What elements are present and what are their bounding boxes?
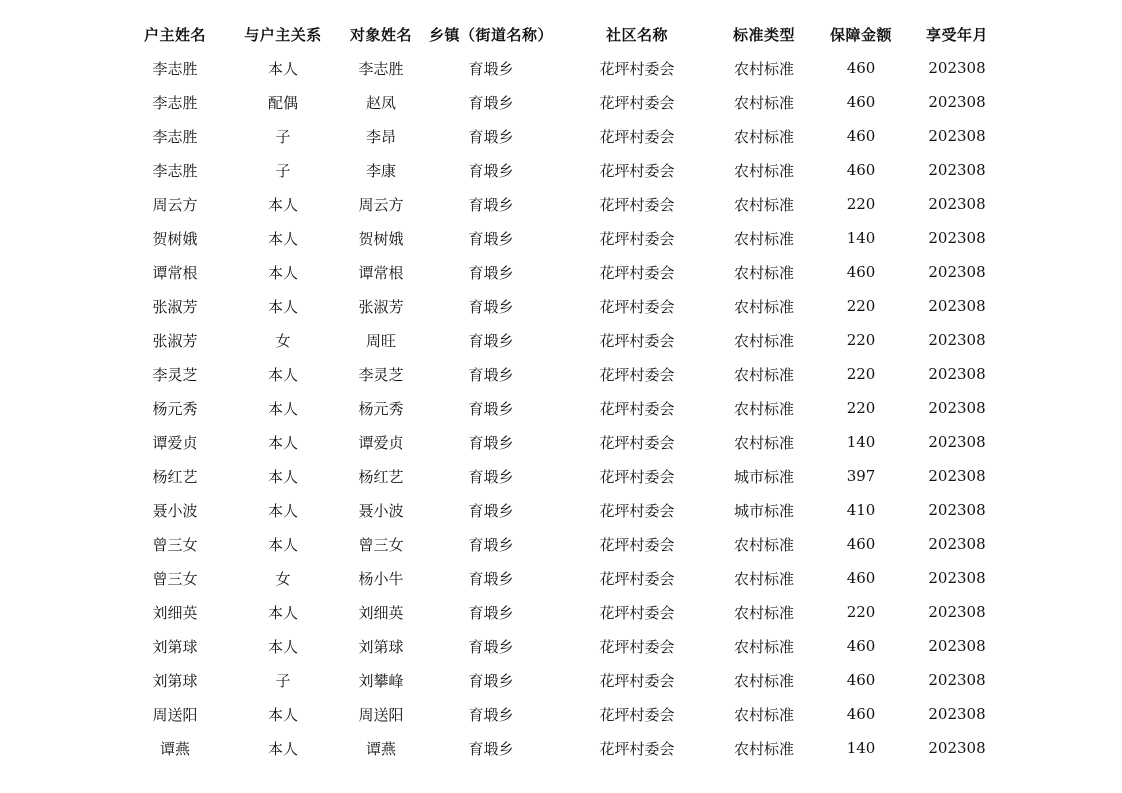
standard-type-cell: 农村标准 bbox=[734, 637, 795, 656]
relation-cell: 本人 bbox=[267, 637, 298, 656]
township-cell: 育塅乡 bbox=[468, 535, 514, 554]
community-cell: 花坪村委会 bbox=[599, 263, 675, 282]
header-standard-type: 标准类型 bbox=[733, 25, 796, 44]
month-cell: 202308 bbox=[928, 127, 986, 145]
standard-type-cell: 农村标准 bbox=[734, 365, 795, 384]
header-householder-name: 户主姓名 bbox=[143, 25, 206, 44]
month-cell: 202308 bbox=[928, 569, 986, 587]
table-row bbox=[117, 51, 999, 85]
amount-cell: 460 bbox=[846, 263, 876, 281]
month-cell: 202308 bbox=[928, 297, 986, 315]
township-cell: 育塅乡 bbox=[468, 569, 514, 588]
amount-cell: 460 bbox=[846, 671, 876, 689]
relation-cell: 子 bbox=[275, 671, 291, 690]
amount-cell: 460 bbox=[846, 59, 876, 77]
month-cell: 202308 bbox=[928, 263, 986, 281]
recipient-name-cell: 李昂 bbox=[365, 127, 396, 146]
community-cell: 花坪村委会 bbox=[599, 671, 675, 690]
recipient-name-cell: 聂小波 bbox=[358, 501, 404, 520]
amount-cell: 460 bbox=[846, 93, 876, 111]
community-cell: 花坪村委会 bbox=[599, 433, 675, 452]
recipient-name-cell: 谭常根 bbox=[358, 263, 404, 282]
amount-cell: 140 bbox=[846, 229, 876, 247]
month-cell: 202308 bbox=[928, 93, 986, 111]
recipient-name-cell: 李志胜 bbox=[358, 59, 404, 78]
recipient-name-cell: 杨红艺 bbox=[358, 467, 404, 486]
relation-cell: 本人 bbox=[267, 501, 298, 520]
householder-name-cell: 谭燕 bbox=[159, 739, 190, 758]
householder-name-cell: 周云方 bbox=[152, 195, 198, 214]
standard-type-cell: 农村标准 bbox=[734, 739, 795, 758]
standard-type-cell: 农村标准 bbox=[734, 331, 795, 350]
standard-type-cell: 农村标准 bbox=[734, 705, 795, 724]
householder-name-cell: 周送阳 bbox=[152, 705, 198, 724]
header-benefit-amount: 保障金额 bbox=[830, 25, 893, 44]
header-recipient-name: 对象姓名 bbox=[349, 25, 412, 44]
month-cell: 202308 bbox=[928, 59, 986, 77]
community-cell: 花坪村委会 bbox=[599, 535, 675, 554]
amount-cell: 460 bbox=[846, 637, 876, 655]
standard-type-cell: 农村标准 bbox=[734, 399, 795, 418]
table-row bbox=[117, 527, 999, 561]
householder-name-cell: 杨红艺 bbox=[152, 467, 198, 486]
householder-name-cell: 李志胜 bbox=[152, 93, 198, 112]
recipient-name-cell: 李灵芝 bbox=[358, 365, 404, 384]
township-cell: 育塅乡 bbox=[468, 739, 514, 758]
recipient-name-cell: 李康 bbox=[365, 161, 396, 180]
relation-cell: 本人 bbox=[267, 263, 298, 282]
householder-name-cell: 曾三女 bbox=[152, 569, 198, 588]
amount-cell: 460 bbox=[846, 535, 876, 553]
header-relation-to-householder: 与户主关系 bbox=[244, 25, 322, 44]
householder-name-cell: 李志胜 bbox=[152, 127, 198, 146]
recipient-name-cell: 刘第球 bbox=[358, 637, 404, 656]
amount-cell: 220 bbox=[846, 195, 876, 213]
relation-cell: 本人 bbox=[267, 399, 298, 418]
amount-cell: 397 bbox=[846, 467, 876, 485]
header-community: 社区名称 bbox=[606, 25, 669, 44]
table-row bbox=[117, 561, 999, 595]
relation-cell: 本人 bbox=[267, 195, 298, 214]
standard-type-cell: 农村标准 bbox=[734, 195, 795, 214]
householder-name-cell: 张淑芳 bbox=[152, 331, 198, 350]
table-row bbox=[117, 595, 999, 629]
relation-cell: 本人 bbox=[267, 59, 298, 78]
table-row bbox=[117, 153, 999, 187]
amount-cell: 460 bbox=[846, 569, 876, 587]
householder-name-cell: 杨元秀 bbox=[152, 399, 198, 418]
recipient-name-cell: 杨小牛 bbox=[358, 569, 404, 588]
relation-cell: 本人 bbox=[267, 739, 298, 758]
standard-type-cell: 城市标准 bbox=[734, 467, 795, 486]
recipient-name-cell: 刘细英 bbox=[358, 603, 404, 622]
standard-type-cell: 农村标准 bbox=[734, 603, 795, 622]
relation-cell: 子 bbox=[275, 127, 291, 146]
recipient-name-cell: 周云方 bbox=[358, 195, 404, 214]
householder-name-cell: 张淑芳 bbox=[152, 297, 198, 316]
amount-cell: 140 bbox=[846, 739, 876, 757]
recipient-name-cell: 曾三女 bbox=[358, 535, 404, 554]
community-cell: 花坪村委会 bbox=[599, 603, 675, 622]
township-cell: 育塅乡 bbox=[468, 297, 514, 316]
community-cell: 花坪村委会 bbox=[599, 195, 675, 214]
relation-cell: 本人 bbox=[267, 705, 298, 724]
recipient-name-cell: 周送阳 bbox=[358, 705, 404, 724]
table-row bbox=[117, 255, 999, 289]
relation-cell: 子 bbox=[275, 161, 291, 180]
amount-cell: 220 bbox=[846, 399, 876, 417]
standard-type-cell: 农村标准 bbox=[734, 297, 795, 316]
recipient-name-cell: 谭燕 bbox=[365, 739, 396, 758]
township-cell: 育塅乡 bbox=[468, 637, 514, 656]
table-row bbox=[117, 731, 999, 765]
recipient-name-cell: 张淑芳 bbox=[358, 297, 404, 316]
relation-cell: 本人 bbox=[267, 433, 298, 452]
month-cell: 202308 bbox=[928, 229, 986, 247]
month-cell: 202308 bbox=[928, 433, 986, 451]
township-cell: 育塅乡 bbox=[468, 501, 514, 520]
community-cell: 花坪村委会 bbox=[599, 297, 675, 316]
table-row bbox=[117, 391, 999, 425]
standard-type-cell: 农村标准 bbox=[734, 229, 795, 248]
table-row bbox=[117, 697, 999, 731]
township-cell: 育塅乡 bbox=[468, 331, 514, 350]
table-row bbox=[117, 357, 999, 391]
table-row bbox=[117, 119, 999, 153]
community-cell: 花坪村委会 bbox=[599, 705, 675, 724]
standard-type-cell: 农村标准 bbox=[734, 161, 795, 180]
township-cell: 育塅乡 bbox=[468, 705, 514, 724]
township-cell: 育塅乡 bbox=[468, 59, 514, 78]
township-cell: 育塅乡 bbox=[468, 229, 514, 248]
table-body bbox=[117, 51, 999, 765]
month-cell: 202308 bbox=[928, 501, 986, 519]
standard-type-cell: 农村标准 bbox=[734, 93, 795, 112]
relation-cell: 本人 bbox=[267, 365, 298, 384]
standard-type-cell: 农村标准 bbox=[734, 535, 795, 554]
recipient-name-cell: 谭爱贞 bbox=[358, 433, 404, 452]
community-cell: 花坪村委会 bbox=[599, 161, 675, 180]
month-cell: 202308 bbox=[928, 365, 986, 383]
standard-type-cell: 农村标准 bbox=[734, 263, 795, 282]
amount-cell: 460 bbox=[846, 127, 876, 145]
householder-name-cell: 李志胜 bbox=[152, 161, 198, 180]
month-cell: 202308 bbox=[928, 467, 986, 485]
householder-name-cell: 刘第球 bbox=[152, 637, 198, 656]
township-cell: 育塅乡 bbox=[468, 467, 514, 486]
table-row bbox=[117, 85, 999, 119]
community-cell: 花坪村委会 bbox=[599, 637, 675, 656]
month-cell: 202308 bbox=[928, 331, 986, 349]
township-cell: 育塅乡 bbox=[468, 263, 514, 282]
township-cell: 育塅乡 bbox=[468, 365, 514, 384]
table-row bbox=[117, 629, 999, 663]
community-cell: 花坪村委会 bbox=[599, 501, 675, 520]
community-cell: 花坪村委会 bbox=[599, 739, 675, 758]
relation-cell: 配偶 bbox=[267, 93, 298, 112]
householder-name-cell: 李灵芝 bbox=[152, 365, 198, 384]
recipient-name-cell: 刘攀峰 bbox=[358, 671, 404, 690]
township-cell: 育塅乡 bbox=[468, 399, 514, 418]
householder-name-cell: 聂小波 bbox=[152, 501, 198, 520]
amount-cell: 220 bbox=[846, 365, 876, 383]
amount-cell: 410 bbox=[846, 501, 876, 519]
header-row bbox=[117, 17, 999, 51]
township-cell: 育塅乡 bbox=[468, 161, 514, 180]
amount-cell: 460 bbox=[846, 161, 876, 179]
recipient-name-cell: 赵凤 bbox=[365, 93, 396, 112]
community-cell: 花坪村委会 bbox=[599, 127, 675, 146]
standard-type-cell: 农村标准 bbox=[734, 433, 795, 452]
standard-type-cell: 农村标准 bbox=[734, 59, 795, 78]
amount-cell: 220 bbox=[846, 331, 876, 349]
householder-name-cell: 曾三女 bbox=[152, 535, 198, 554]
householder-name-cell: 李志胜 bbox=[152, 59, 198, 78]
householder-name-cell: 刘第球 bbox=[152, 671, 198, 690]
amount-cell: 140 bbox=[846, 433, 876, 451]
township-cell: 育塅乡 bbox=[468, 195, 514, 214]
recipient-name-cell: 贺树娥 bbox=[358, 229, 404, 248]
month-cell: 202308 bbox=[928, 195, 986, 213]
standard-type-cell: 城市标准 bbox=[734, 501, 795, 520]
recipient-name-cell: 周旺 bbox=[365, 331, 396, 350]
amount-cell: 460 bbox=[846, 705, 876, 723]
relation-cell: 本人 bbox=[267, 229, 298, 248]
householder-name-cell: 刘细英 bbox=[152, 603, 198, 622]
relation-cell: 本人 bbox=[267, 467, 298, 486]
month-cell: 202308 bbox=[928, 739, 986, 757]
table-row bbox=[117, 493, 999, 527]
amount-cell: 220 bbox=[846, 297, 876, 315]
month-cell: 202308 bbox=[928, 535, 986, 553]
relation-cell: 女 bbox=[275, 331, 291, 350]
standard-type-cell: 农村标准 bbox=[734, 671, 795, 690]
householder-name-cell: 谭爱贞 bbox=[152, 433, 198, 452]
community-cell: 花坪村委会 bbox=[599, 467, 675, 486]
township-cell: 育塅乡 bbox=[468, 93, 514, 112]
table-row bbox=[117, 425, 999, 459]
community-cell: 花坪村委会 bbox=[599, 93, 675, 112]
beneficiary-table bbox=[117, 17, 999, 765]
community-cell: 花坪村委会 bbox=[599, 365, 675, 384]
standard-type-cell: 农村标准 bbox=[734, 569, 795, 588]
township-cell: 育塅乡 bbox=[468, 671, 514, 690]
month-cell: 202308 bbox=[928, 637, 986, 655]
table-row bbox=[117, 459, 999, 493]
month-cell: 202308 bbox=[928, 399, 986, 417]
table-header bbox=[117, 17, 999, 51]
householder-name-cell: 谭常根 bbox=[152, 263, 198, 282]
recipient-name-cell: 杨元秀 bbox=[358, 399, 404, 418]
month-cell: 202308 bbox=[928, 603, 986, 621]
community-cell: 花坪村委会 bbox=[599, 229, 675, 248]
community-cell: 花坪村委会 bbox=[599, 399, 675, 418]
relation-cell: 本人 bbox=[267, 603, 298, 622]
township-cell: 育塅乡 bbox=[468, 433, 514, 452]
community-cell: 花坪村委会 bbox=[599, 59, 675, 78]
householder-name-cell: 贺树娥 bbox=[152, 229, 198, 248]
relation-cell: 本人 bbox=[267, 535, 298, 554]
amount-cell: 220 bbox=[846, 603, 876, 621]
township-cell: 育塅乡 bbox=[468, 603, 514, 622]
table-row bbox=[117, 323, 999, 357]
standard-type-cell: 农村标准 bbox=[734, 127, 795, 146]
township-cell: 育塅乡 bbox=[468, 127, 514, 146]
month-cell: 202308 bbox=[928, 671, 986, 689]
table-row bbox=[117, 289, 999, 323]
month-cell: 202308 bbox=[928, 161, 986, 179]
header-township: 乡镇（街道名称） bbox=[429, 25, 554, 44]
table-row bbox=[117, 221, 999, 255]
relation-cell: 女 bbox=[275, 569, 291, 588]
community-cell: 花坪村委会 bbox=[599, 569, 675, 588]
month-cell: 202308 bbox=[928, 705, 986, 723]
table-row bbox=[117, 663, 999, 697]
relation-cell: 本人 bbox=[267, 297, 298, 316]
header-benefit-month: 享受年月 bbox=[926, 25, 989, 44]
community-cell: 花坪村委会 bbox=[599, 331, 675, 350]
table-row bbox=[117, 187, 999, 221]
